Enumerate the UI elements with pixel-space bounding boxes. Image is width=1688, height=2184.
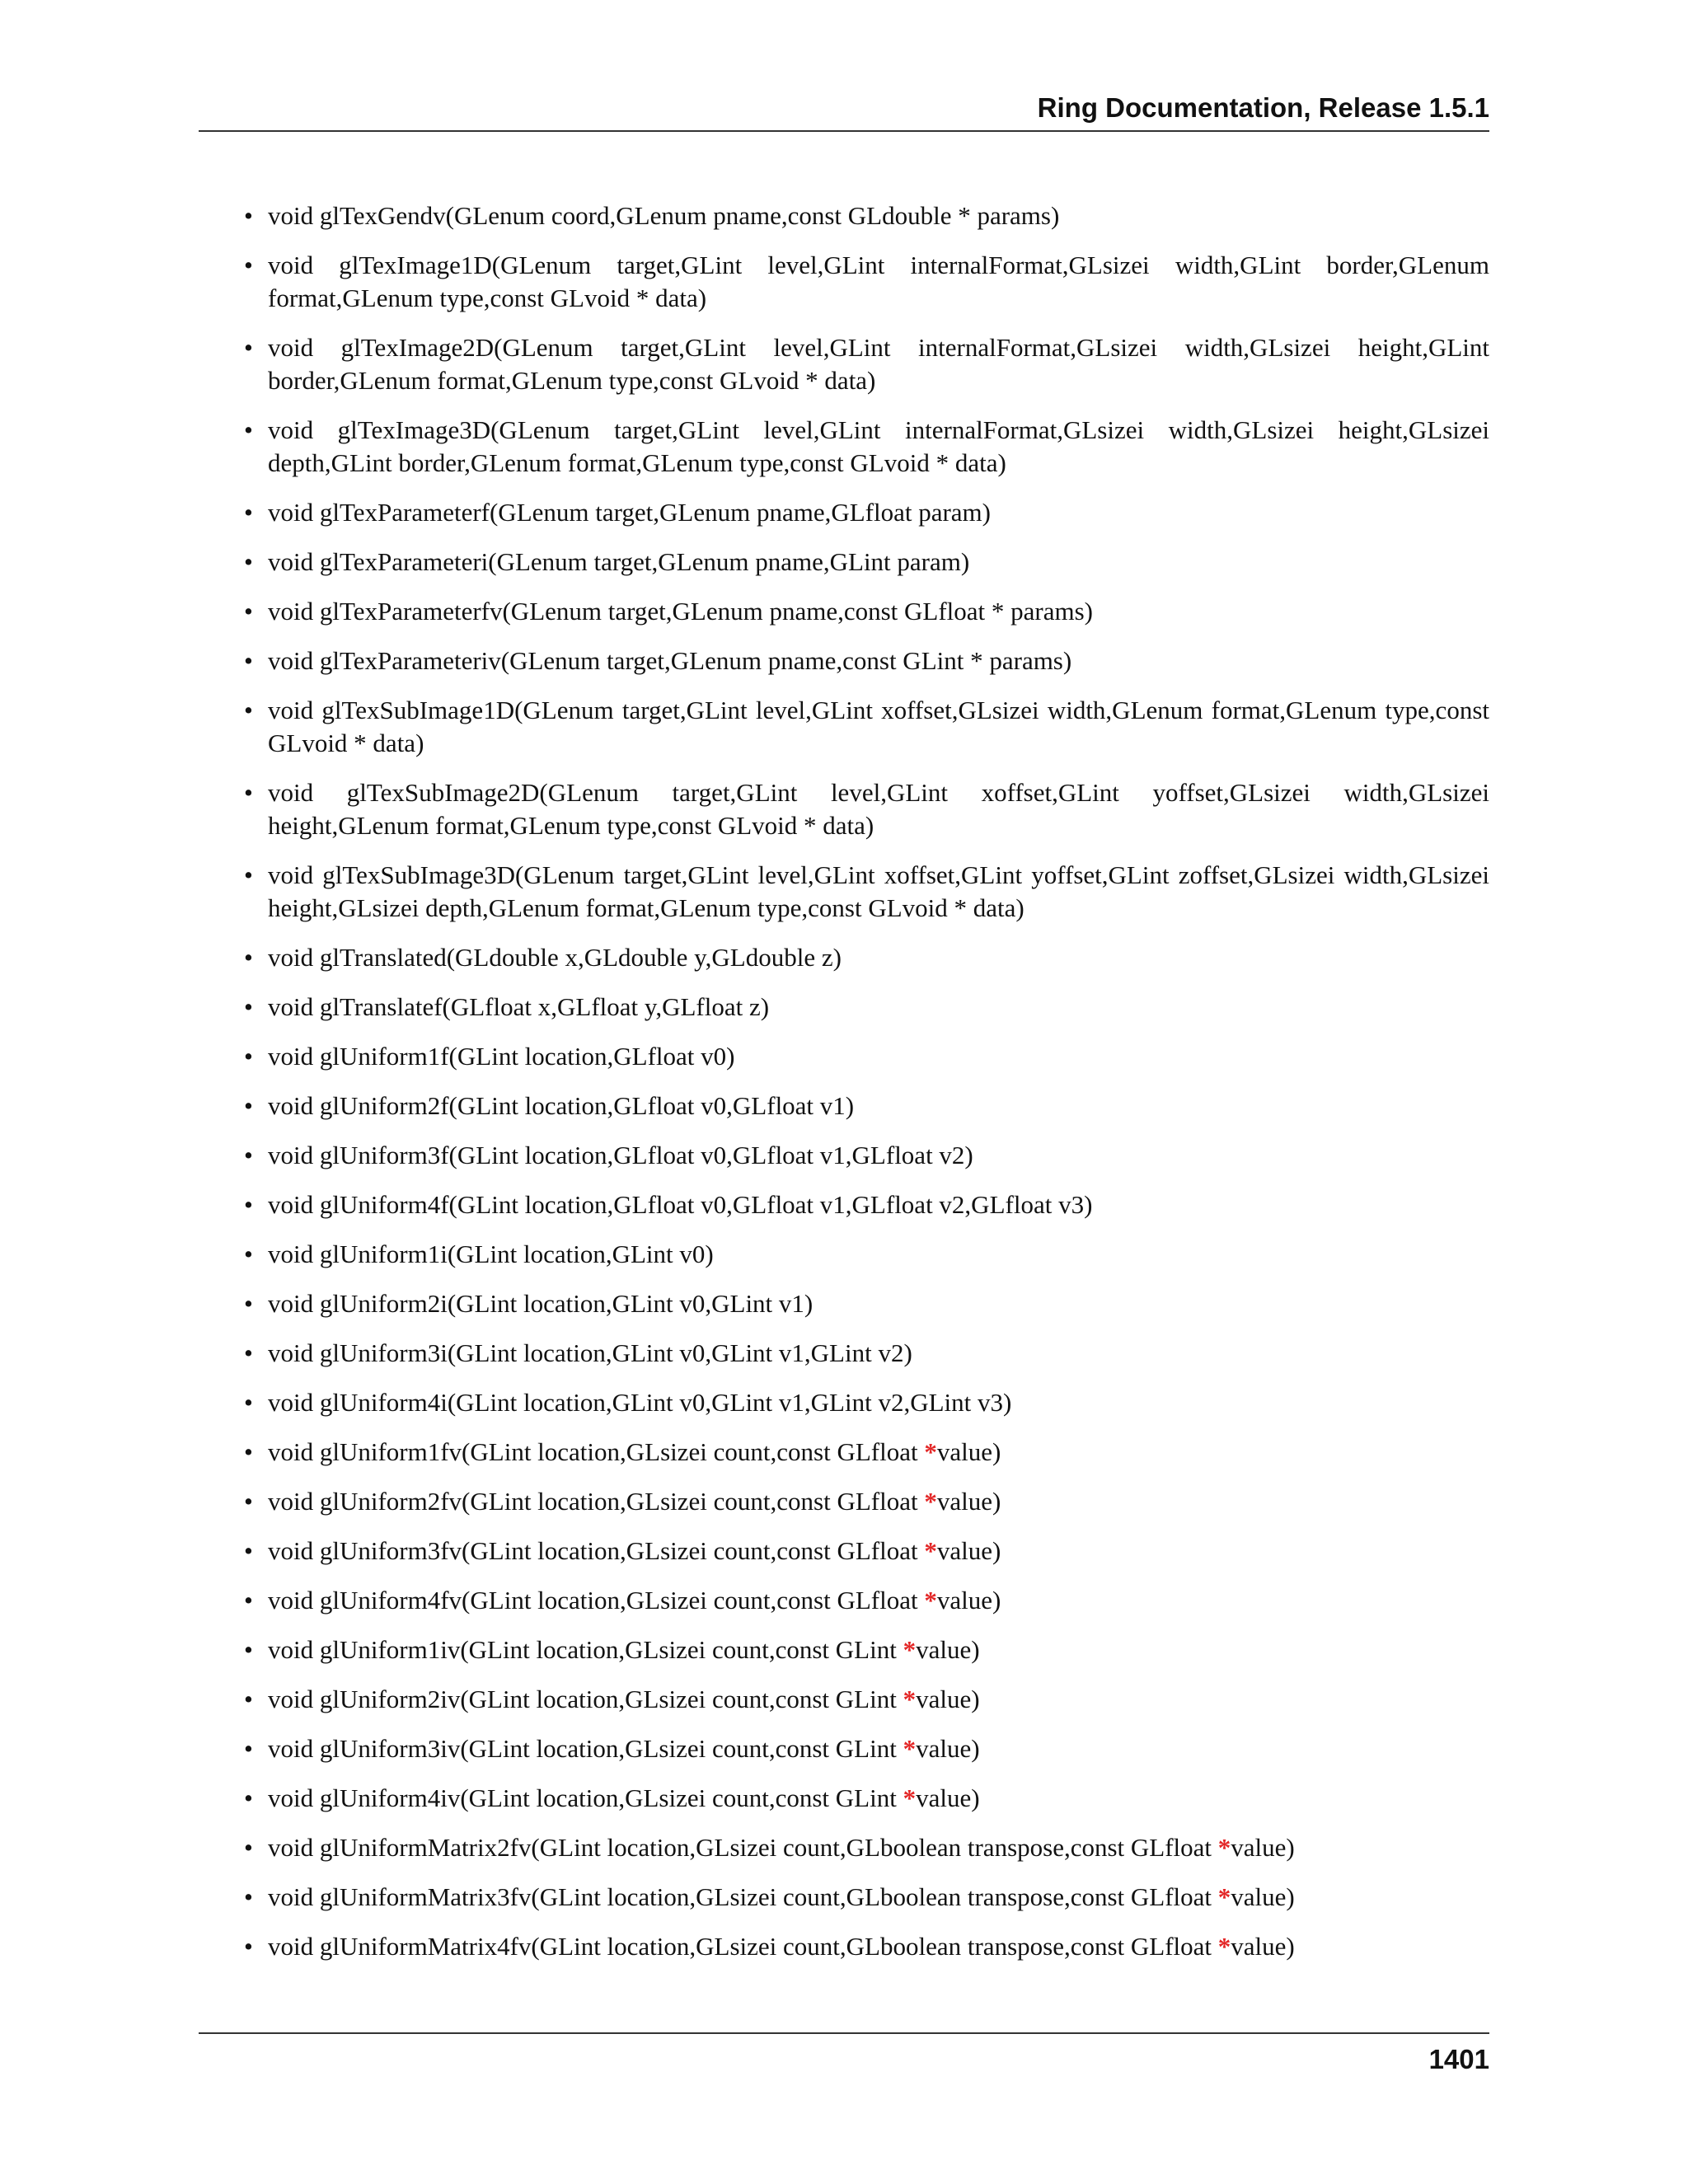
pointer-star: * — [903, 1783, 917, 1812]
list-item: • void glTexSubImage2D(GLenum target,GLint level,GLint xoffset,GLint yoffset,GLsizei width,GLsizei height,GLenum format,GLenum type,const GLvoid * data) — [244, 776, 1489, 842]
pointer-star: * — [1217, 1833, 1231, 1862]
list-item: • void glTranslated(GLdouble x,GLdouble y,GLdouble z) — [244, 941, 1489, 974]
list-item: • void glTexParameteri(GLenum target,GLenum pname,GLint param) — [244, 546, 1489, 579]
list-item: • void glUniform2iv(GLint location,GLsizei count,const GLint *value) — [244, 1683, 1489, 1716]
list-item: • void glUniform1i(GLint location,GLint v0) — [244, 1238, 1489, 1271]
list-item: • void glUniform3fv(GLint location,GLsizei count,const GLfloat *value) — [244, 1535, 1489, 1568]
page-header — [199, 89, 1489, 132]
list-item: • void glUniform3i(GLint location,GLint v0,GLint v1,GLint v2) — [244, 1337, 1489, 1370]
list-item: • void glTexParameterfv(GLenum target,GLenum pname,const GLfloat * params) — [244, 595, 1489, 628]
list-item: • void glUniform2i(GLint location,GLint v0,GLint v1) — [244, 1287, 1489, 1320]
list-item: • void glTexParameteriv(GLenum target,GLenum pname,const GLint * params) — [244, 644, 1489, 677]
list-item: • void glUniformMatrix3fv(GLint location,GLsizei count,GLboolean transpose,const GLfloat *value) — [244, 1881, 1489, 1914]
pointer-star: * — [924, 1487, 937, 1516]
pointer-star: * — [924, 1586, 937, 1615]
document-title: Ring Documentation, Release 1.5.1 — [1037, 92, 1489, 123]
list-item: • void glUniform4f(GLint location,GLfloat v0,GLfloat v1,GLfloat v2,GLfloat v3) — [244, 1188, 1489, 1221]
page-footer — [199, 2032, 1489, 2083]
pointer-star: * — [903, 1685, 917, 1713]
list-item: • void glTexSubImage1D(GLenum target,GLint level,GLint xoffset,GLsizei width,GLenum format,GLenum type,const GLvoid * data) — [244, 694, 1489, 760]
list-item: • void glTexImage2D(GLenum target,GLint level,GLint internalFormat,GLsizei width,GLsizei height,GLint border,GLenum format,GLenum type,const GLvoid * data) — [244, 331, 1489, 397]
list-item: • void glTexImage3D(GLenum target,GLint level,GLint internalFormat,GLsizei width,GLsizei height,GLsizei depth,GLint border,GLenum format,GLenum type,const GLvoid * data) — [244, 414, 1489, 480]
list-item: • void glUniform1f(GLint location,GLfloat v0) — [244, 1040, 1489, 1073]
list-item: • void glTexGendv(GLenum coord,GLenum pname,const GLdouble * params) — [244, 199, 1489, 232]
pointer-star: * — [924, 1536, 937, 1565]
list-item: • void glTexSubImage3D(GLenum target,GLint level,GLint xoffset,GLint yoffset,GLint zoffset,GLsizei width,GLsizei height,GLsizei depth,GLenum format,GLenum type,const GLvoid * data) — [244, 859, 1489, 925]
list-item: • void glUniform4iv(GLint location,GLsizei count,const GLint *value) — [244, 1782, 1489, 1815]
list-item: • void glTexImage1D(GLenum target,GLint level,GLint internalFormat,GLsizei width,GLint border,GLenum format,GLenum type,const GLvoid * data) — [244, 249, 1489, 315]
list-item: • void glTranslatef(GLfloat x,GLfloat y,GLfloat z) — [244, 991, 1489, 1024]
list-item: • void glUniform1iv(GLint location,GLsizei count,const GLint *value) — [244, 1633, 1489, 1666]
list-item: • void glTexParameterf(GLenum target,GLenum pname,GLfloat param) — [244, 496, 1489, 529]
list-item: • void glUniform3f(GLint location,GLfloat v0,GLfloat v1,GLfloat v2) — [244, 1139, 1489, 1172]
list-item: • void glUniformMatrix4fv(GLint location,GLsizei count,GLboolean transpose,const GLfloat *value) — [244, 1930, 1489, 1963]
page-number: 1401 — [1428, 2044, 1489, 2074]
list-item: • void glUniform2fv(GLint location,GLsizei count,const GLfloat *value) — [244, 1485, 1489, 1518]
list-item: • void glUniform4fv(GLint location,GLsizei count,const GLfloat *value) — [244, 1584, 1489, 1617]
pointer-star: * — [903, 1734, 917, 1763]
list-item: • void glUniform1fv(GLint location,GLsizei count,const GLfloat *value) — [244, 1436, 1489, 1469]
pointer-star: * — [924, 1437, 937, 1466]
page-content — [244, 199, 1489, 1980]
list-item: • void glUniform2f(GLint location,GLfloat v0,GLfloat v1) — [244, 1090, 1489, 1122]
pointer-star: * — [903, 1635, 917, 1664]
function-signature-list — [244, 199, 1489, 1963]
list-item: • void glUniform3iv(GLint location,GLsizei count,const GLint *value) — [244, 1732, 1489, 1765]
pointer-star: * — [1217, 1882, 1231, 1911]
list-item: • void glUniform4i(GLint location,GLint v0,GLint v1,GLint v2,GLint v3) — [244, 1386, 1489, 1419]
list-item: • void glUniformMatrix2fv(GLint location,GLsizei count,GLboolean transpose,const GLfloat *value) — [244, 1831, 1489, 1864]
pointer-star: * — [1217, 1932, 1231, 1961]
